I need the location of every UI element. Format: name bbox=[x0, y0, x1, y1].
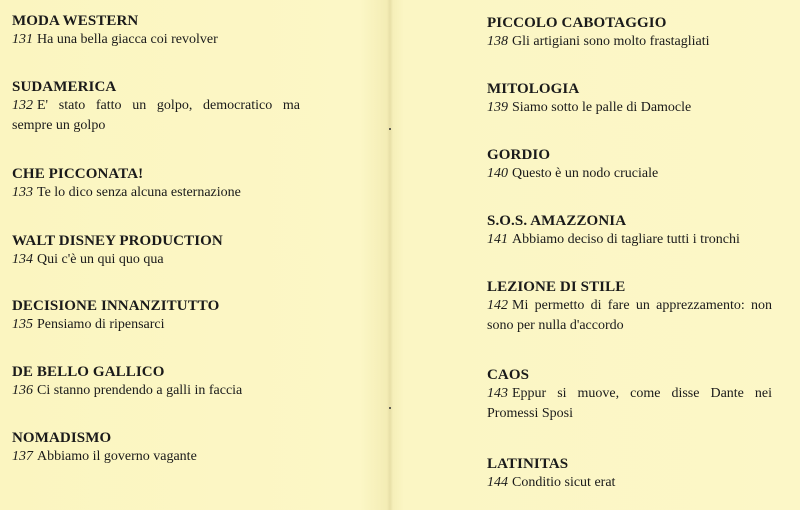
entry-number: 141 bbox=[487, 232, 508, 247]
entry-title: MITOLOGIA bbox=[487, 81, 580, 97]
entry-title: S.O.S. AMAZZONIA bbox=[487, 213, 627, 229]
entry-number: 135 bbox=[12, 317, 33, 332]
entry-line bbox=[12, 447, 312, 467]
entry-text: Pensiamo di ripensarci bbox=[37, 317, 165, 332]
entry-137 bbox=[12, 429, 312, 467]
entry-text: E' stato fatto un golpo, democratico ma sempre un golpo bbox=[12, 98, 300, 133]
entry-line bbox=[487, 98, 782, 118]
entry-number: 131 bbox=[12, 32, 33, 47]
entry-text: Gli artigiani sono molto frastagliati bbox=[512, 34, 710, 49]
entry-number: 136 bbox=[12, 383, 33, 398]
entry-number: 139 bbox=[487, 100, 508, 115]
entry-135 bbox=[12, 297, 312, 335]
entry-number: 137 bbox=[12, 449, 33, 464]
entry-text: Siamo sotto le palle di Damocle bbox=[512, 100, 692, 115]
entry-140 bbox=[487, 146, 782, 184]
entry-line bbox=[487, 296, 772, 336]
entry-line bbox=[12, 96, 300, 136]
entry-number: 138 bbox=[487, 34, 508, 49]
entry-line bbox=[12, 30, 312, 50]
entry-line bbox=[487, 164, 782, 184]
entry-text: Abbiamo deciso di tagliare tutti i tronchi bbox=[512, 232, 740, 247]
entry-title: DECISIONE INNANZITUTTO bbox=[12, 298, 220, 314]
entry-title: NOMADISMO bbox=[12, 430, 112, 446]
entry-text: Conditio sicut erat bbox=[512, 475, 616, 490]
entry-number: 134 bbox=[12, 252, 33, 267]
entry-title: SUDAMERICA bbox=[12, 79, 117, 95]
entry-number: 140 bbox=[487, 166, 508, 181]
entry-text: Eppur si muove, come disse Dante nei Promessi Sposi bbox=[487, 386, 772, 421]
entry-131 bbox=[12, 12, 312, 50]
entry-133 bbox=[12, 165, 312, 203]
entry-line bbox=[12, 315, 312, 335]
entry-title: GORDIO bbox=[487, 147, 551, 163]
entry-text: Ha una bella giacca coi revolver bbox=[37, 32, 218, 47]
entry-text: Te lo dico senza alcuna esternazione bbox=[37, 185, 241, 200]
entry-title: WALT DISNEY PRODUCTION bbox=[12, 233, 223, 249]
right-page bbox=[395, 0, 800, 510]
entry-line bbox=[487, 384, 772, 424]
entry-text: Questo è un nodo cruciale bbox=[512, 166, 659, 181]
entry-number: 143 bbox=[487, 386, 508, 401]
entry-title: DE BELLO GALLICO bbox=[12, 364, 165, 380]
entry-line bbox=[12, 381, 312, 401]
entry-143 bbox=[487, 366, 772, 424]
print-speck bbox=[389, 128, 391, 130]
entry-number: 132 bbox=[12, 98, 33, 113]
entry-title: LATINITAS bbox=[487, 456, 569, 472]
left-page bbox=[0, 0, 390, 510]
entry-title: CAOS bbox=[487, 367, 530, 383]
entry-141 bbox=[487, 212, 782, 250]
entry-line bbox=[12, 250, 312, 270]
entry-text: Qui c'è un qui quo qua bbox=[37, 252, 164, 267]
entry-title: CHE PICCONATA! bbox=[12, 166, 144, 182]
entry-142 bbox=[487, 278, 772, 336]
entry-144 bbox=[487, 455, 782, 493]
entry-134 bbox=[12, 232, 312, 270]
entry-132 bbox=[12, 78, 300, 136]
entry-title: MODA WESTERN bbox=[12, 13, 139, 29]
entry-title: PICCOLO CABOTAGGIO bbox=[487, 15, 667, 31]
entry-text: Abbiamo il governo vagante bbox=[37, 449, 197, 464]
entry-138 bbox=[487, 14, 782, 52]
entry-text: Ci stanno prendendo a galli in faccia bbox=[37, 383, 243, 398]
entry-line bbox=[487, 32, 782, 52]
entry-139 bbox=[487, 80, 782, 118]
entry-line bbox=[12, 183, 312, 203]
entry-title: LEZIONE DI STILE bbox=[487, 279, 626, 295]
entry-text: Mi permetto di fare un apprezzamento: non sono per nulla d'accordo bbox=[487, 298, 772, 333]
entry-136 bbox=[12, 363, 312, 401]
entry-line bbox=[487, 473, 782, 493]
entry-number: 142 bbox=[487, 298, 508, 313]
print-speck bbox=[389, 407, 391, 409]
entry-number: 133 bbox=[12, 185, 33, 200]
entry-line bbox=[487, 230, 782, 250]
entry-number: 144 bbox=[487, 475, 508, 490]
